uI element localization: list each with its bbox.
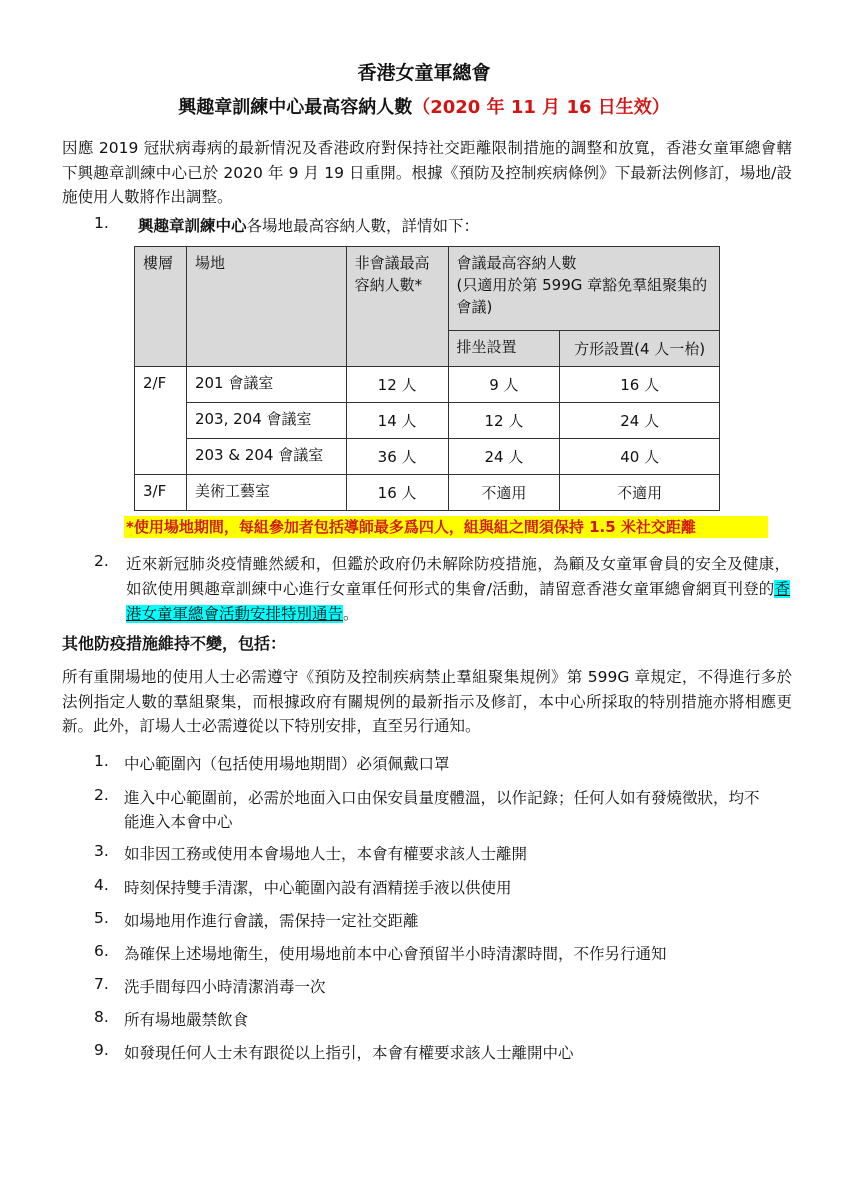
list-item-text: 中心範圍內（包括使用場地期間）必須佩戴口罩 <box>124 755 450 773</box>
table-row <box>135 367 720 403</box>
cell-venue: 201 會議室 <box>186 367 346 403</box>
list-item-number: 7. <box>94 975 109 993</box>
cell-venue: 203 & 204 會議室 <box>186 439 346 475</box>
cell-row-seating: 24 人 <box>448 439 560 475</box>
item-2-text <box>126 552 790 627</box>
header-venue: 場地 <box>186 247 346 367</box>
cell-non-meeting: 12 人 <box>346 367 448 403</box>
cell-row-seating: 12 人 <box>448 403 560 439</box>
cell-square-seating: 不適用 <box>560 475 720 511</box>
intro-paragraph: 因應 2019 冠狀病毒病的最新情況及香港政府對保持社交距離限制措施的調整和放寬，香港女童軍總會轄下興趣章訓練中心已於 2020 年 9 月 19 日重開。根據《預防及控制疾病條例》下最新法例修訂，場地/設施使用人數將作出調整。 <box>62 139 792 206</box>
document-title: 香港女童軍總會 <box>357 62 491 84</box>
cell-venue: 203, 204 會議室 <box>186 403 346 439</box>
header-square-seating: 方形設置(4 人一枱) <box>560 331 720 367</box>
list-item-number: 5. <box>94 909 109 927</box>
document-subtitle <box>0 93 848 119</box>
effective-date: （2020 年 11 月 16 日生效） <box>412 97 670 118</box>
list-item-number: 9. <box>94 1041 109 1059</box>
item-1-text <box>138 214 479 236</box>
item-2-body: 近來新冠肺炎疫情雖然緩和，但鑑於政府仍未解除防疫措施，為顧及女童軍會員的安全及健康，如欲使用興趣章訓練中心進行女童軍任何形式的集會/活動，請留意香港女童軍總會網頁刊登的 <box>126 555 790 598</box>
item-2-number: 2. <box>94 552 109 570</box>
cell-venue: 美術工藝室 <box>186 475 346 511</box>
list-item-text: 如場地用作進行會議，需保持一定社交距離 <box>124 912 419 930</box>
table-footnote: *使用場地期間，每組參加者包括導師最多爲四人，組與組之間須保持 1.5 米社交距離 <box>124 516 768 538</box>
cell-square-seating: 16 人 <box>560 367 720 403</box>
cell-square-seating: 24 人 <box>560 403 720 439</box>
cell-floor: 3/F <box>135 475 187 511</box>
list-item-text: 如非因工務或使用本會場地人士，本會有權要求該人士離開 <box>124 845 528 863</box>
table-row <box>135 475 720 511</box>
list-item-text: 時刻保持雙手清潔，中心範圍內設有酒精搓手液以供使用 <box>124 879 512 897</box>
list-item-text: 進入中心範圍前，必需於地面入口由保安員量度體溫，以作記錄；任何人如有發燒徵狀，均不能進入本會中心 <box>124 789 760 831</box>
item-1-rest: 各場地最高容納人數，詳情如下： <box>246 217 480 235</box>
cell-non-meeting: 36 人 <box>346 439 448 475</box>
list-item-text: 為確保上述場地衛生，使用場地前本中心會預留半小時清潔時間，不作另行通知 <box>124 945 667 963</box>
section-heading: 其他防疫措施維持不變，包括： <box>62 634 287 653</box>
header-floor: 樓層 <box>135 247 187 367</box>
list-item-number: 6. <box>94 942 109 960</box>
item-1 <box>94 214 794 235</box>
section-paragraph: 所有重開場地的使用人士必需遵守《預防及控制疾病禁止羣組聚集規例》第 599G 章規定，不得進行多於法例指定人數的羣組聚集，而根據政府有關規例的最新指示及修訂，本中心所採取的特別措施亦將相應更新。此外，訂場人士必需遵從以下特別安排，直至另行通知。 <box>62 668 792 735</box>
cell-floor: 2/F <box>135 367 187 475</box>
header-non-meeting: 非會議最高容納人數* <box>346 247 448 367</box>
item-1-number: 1. <box>94 214 109 232</box>
cell-non-meeting: 16 人 <box>346 475 448 511</box>
header-meeting: 會議最高容納人數 (只適用於第 599G 章豁免羣組聚集的會議) <box>448 247 720 331</box>
table-row <box>135 403 720 439</box>
cell-square-seating: 40 人 <box>560 439 720 475</box>
capacity-table <box>134 246 720 511</box>
list-item-number: 1. <box>94 752 109 770</box>
list-item-number: 2. <box>94 786 109 804</box>
subtitle-main: 興趣章訓練中心最高容納人數 <box>178 97 413 118</box>
list-item-text: 所有場地嚴禁飲食 <box>124 1011 249 1029</box>
list-item-text: 如發現任何人士未有跟從以上指引，本會有權要求該人士離開中心 <box>124 1044 574 1062</box>
item-1-bold: 興趣章訓練中心 <box>138 217 247 235</box>
item-2 <box>94 552 794 623</box>
list-item-number: 8. <box>94 1008 109 1026</box>
item-2-end: 。 <box>343 605 359 623</box>
cell-row-seating: 不適用 <box>448 475 560 511</box>
list-item-number: 4. <box>94 876 109 894</box>
list-item-text: 洗手間每四小時清潔消毒一次 <box>124 978 326 996</box>
list-item-number: 3. <box>94 842 109 860</box>
header-row-seating: 排坐設置 <box>448 331 560 367</box>
table-row <box>135 439 720 475</box>
special-notice-link[interactable]: 香港女童軍總會活動安排特別通告 <box>126 580 790 623</box>
cell-non-meeting: 14 人 <box>346 403 448 439</box>
cell-row-seating: 9 人 <box>448 367 560 403</box>
